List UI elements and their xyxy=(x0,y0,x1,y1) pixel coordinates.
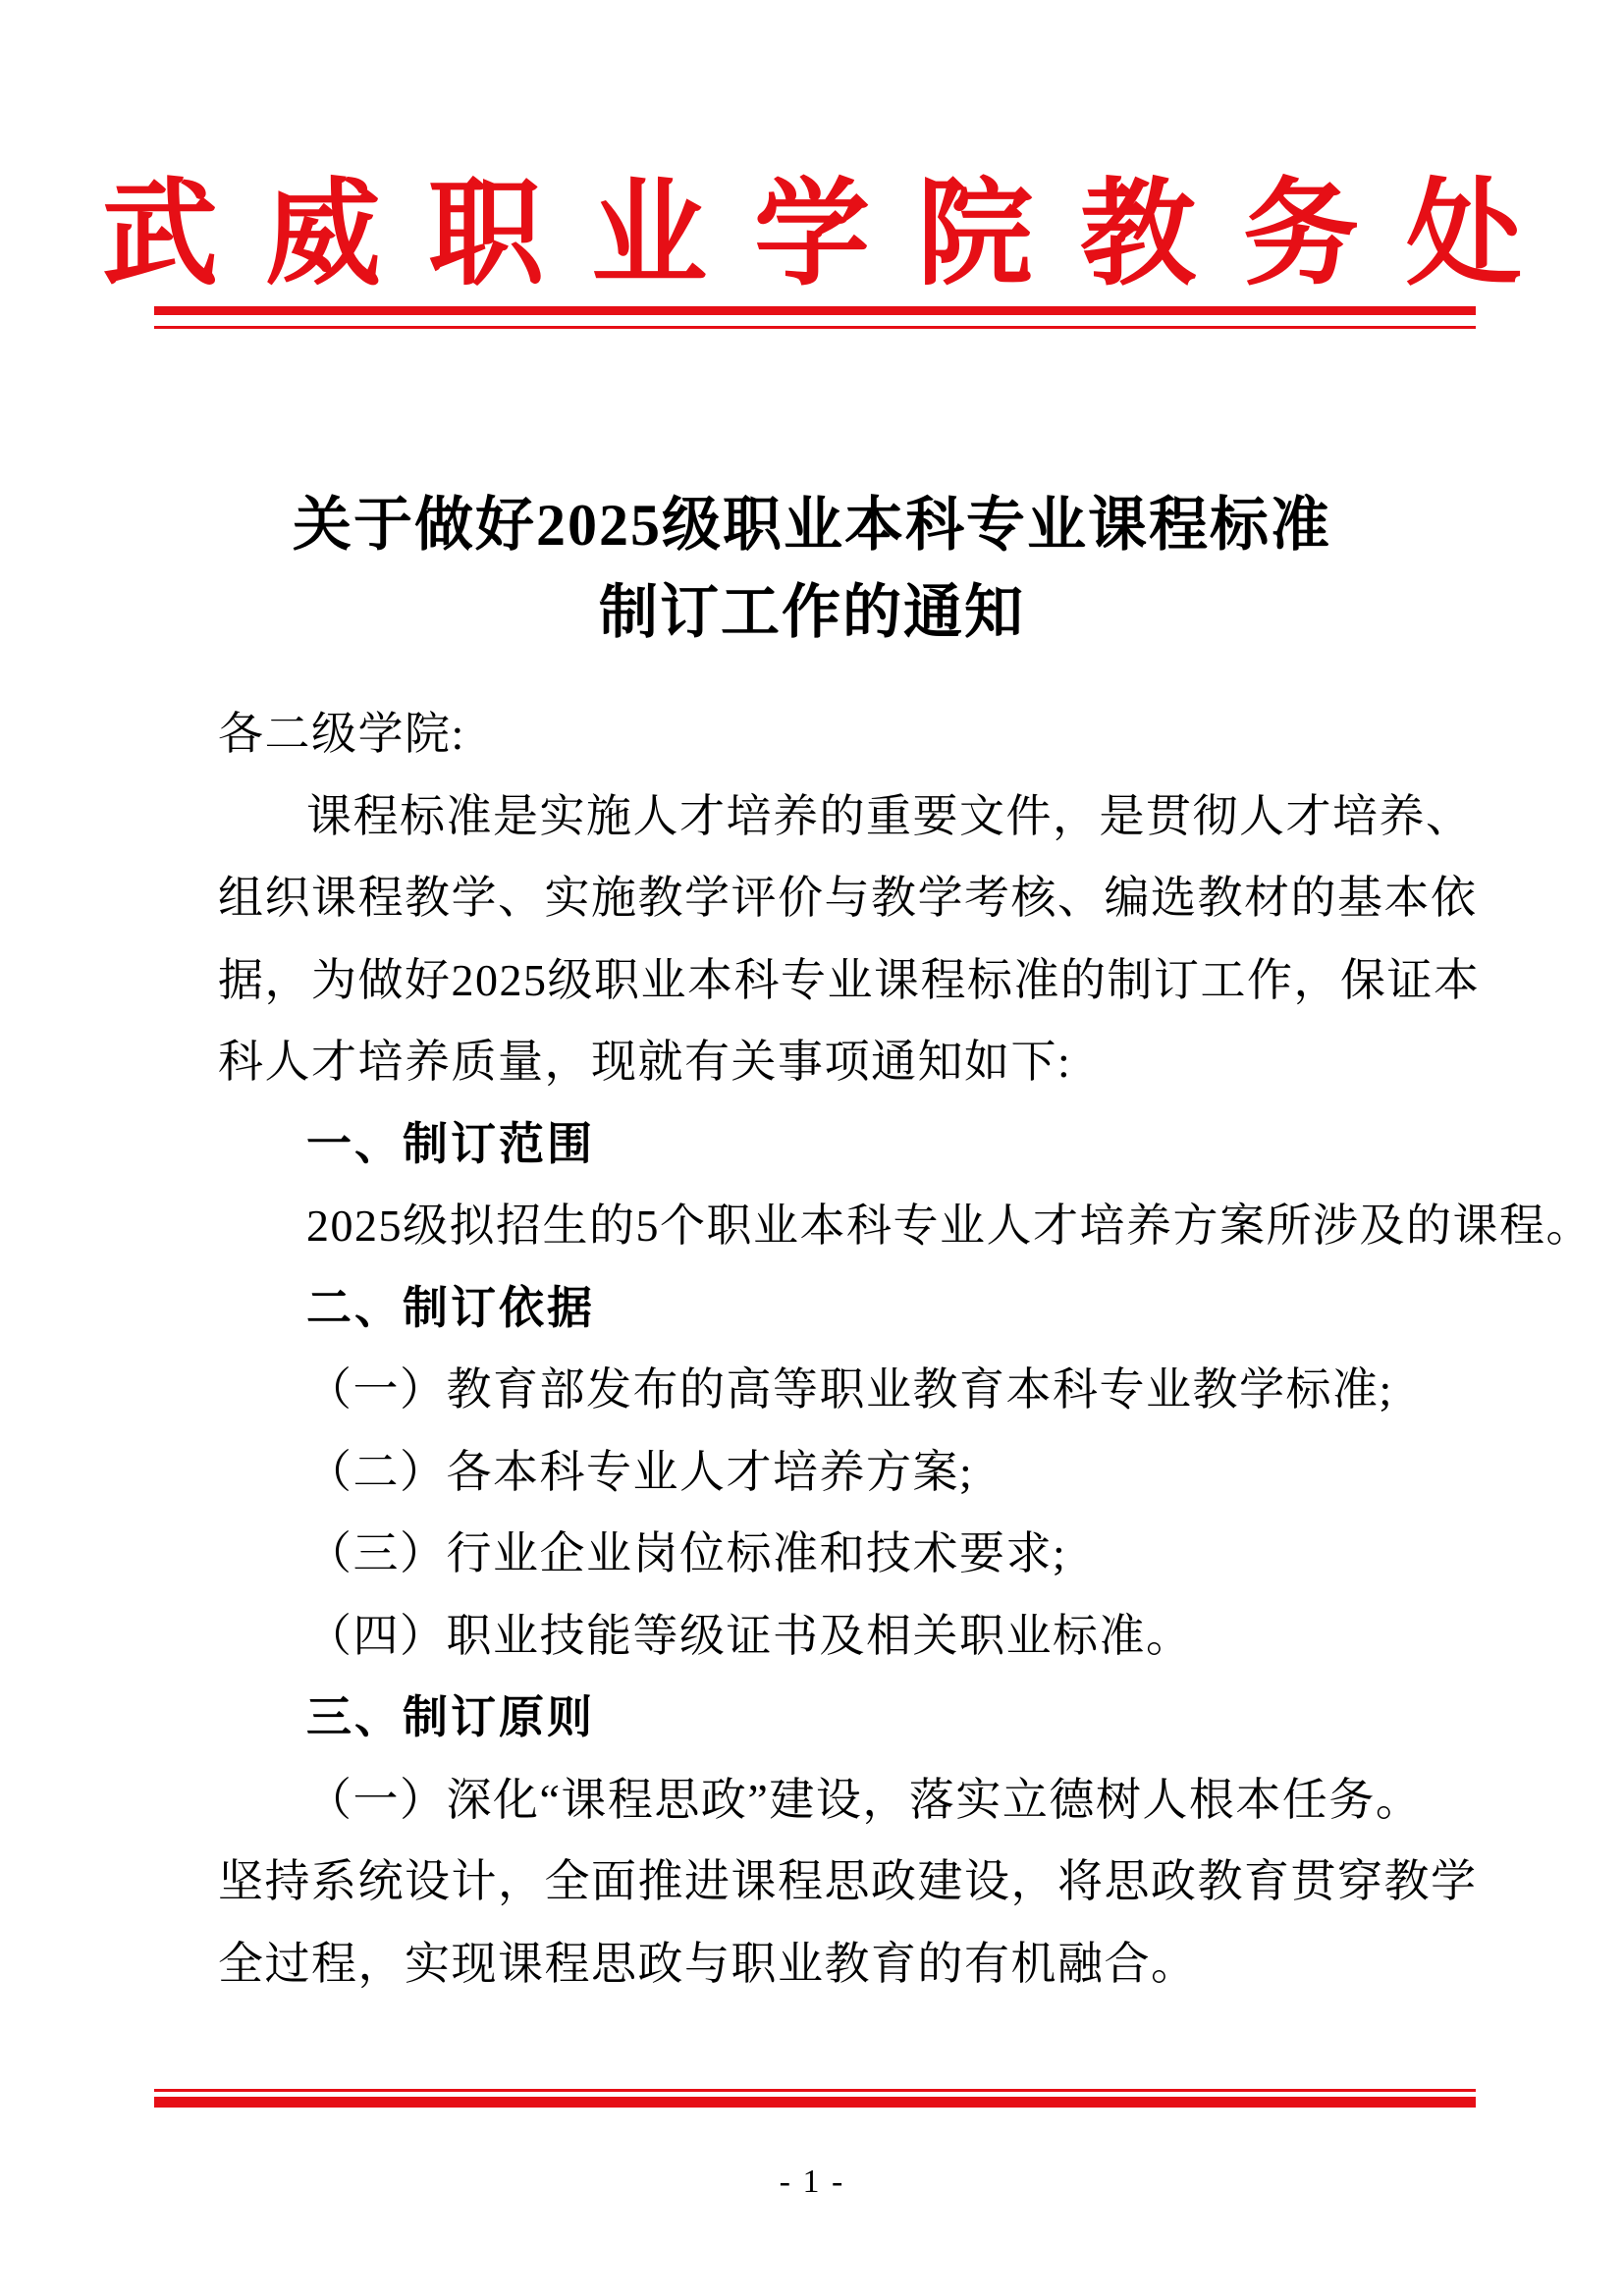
document-title xyxy=(0,482,1624,657)
section-heading-scope: 一、制订范围 xyxy=(306,1117,595,1169)
scope-line: 2025级拟招生的5个职业本科专业人才培养方案所涉及的课程。 xyxy=(306,1201,1593,1251)
letterhead-title: 武威职业学院教务处 xyxy=(101,171,1569,299)
principles-item-1-line-2: 坚持系统设计，全面推进课程思政建设，将思政教育贯穿教学 xyxy=(218,1856,1478,1906)
section-heading-principles: 三、制订原则 xyxy=(306,1691,595,1742)
letterhead-divider-thin xyxy=(154,326,1476,329)
basis-item-3: （三）行业企业岗位标准和技术要求; xyxy=(306,1528,1067,1578)
basis-item-1: （一）教育部发布的高等职业教育本科专业教学标准; xyxy=(306,1364,1393,1415)
document-body xyxy=(218,693,1593,2004)
document-title-line-2: 制订工作的通知 xyxy=(599,580,1025,645)
basis-item-4: （四）职业技能等级证书及相关职业标准。 xyxy=(306,1610,1193,1661)
section-heading-basis: 二、制订依据 xyxy=(306,1281,595,1333)
intro-line-2: 组织课程教学、实施教学评价与教学考核、编选教材的基本依 xyxy=(218,873,1478,923)
basis-item-2: （二）各本科专业人才培养方案; xyxy=(306,1446,974,1497)
intro-line-3: 据，为做好2025级职业本科专业课程标准的制订工作，保证本 xyxy=(218,954,1481,1005)
footer-divider-thin xyxy=(154,2089,1476,2092)
salutation: 各二级学院: xyxy=(218,709,465,759)
document-title-line-1: 关于做好2025级职业本科专业课程标准 xyxy=(293,493,1331,558)
intro-line-1: 课程标准是实施人才培养的重要文件，是贯彻人才培养、 xyxy=(306,790,1473,841)
page-number: - 1 - xyxy=(779,2163,845,2200)
principles-item-1-line-3: 全过程，实现课程思政与职业教育的有机融合。 xyxy=(218,1938,1198,1989)
letterhead-divider-thick xyxy=(154,306,1476,315)
principles-item-1-line-1: （一）深化“课程思政”建设，落实立德树人根本任务。 xyxy=(306,1774,1423,1825)
footer-divider-thick xyxy=(154,2097,1476,2108)
intro-line-4: 科人才培养质量，现就有关事项通知如下: xyxy=(218,1037,1072,1087)
